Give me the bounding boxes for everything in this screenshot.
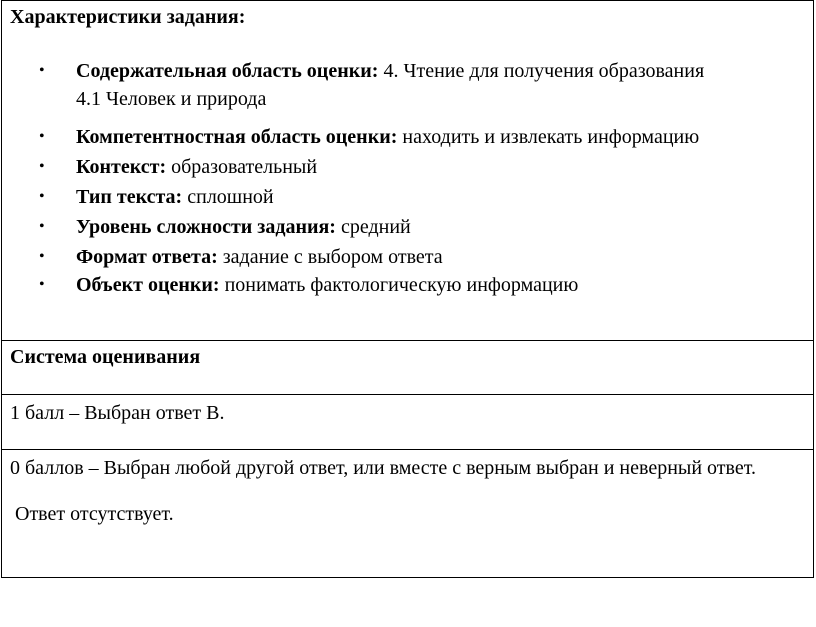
item-label: Объект оценки: [76, 274, 220, 296]
system-row [2, 341, 814, 395]
system-title: Система оценивания [10, 346, 201, 368]
list-item-difficulty [10, 213, 813, 241]
item-label: Содержательная область оценки: [76, 60, 379, 82]
item-label: Формат ответа: [76, 246, 218, 268]
characteristics-cell [2, 1, 814, 341]
bullet-icon: • [39, 62, 45, 79]
system-cell [2, 341, 814, 395]
item-value: 4. Чтение для получения образования [378, 60, 705, 82]
list-item-assessment-object [10, 271, 813, 299]
characteristics-list [10, 57, 813, 299]
assessment-table [1, 0, 814, 578]
item-value: находить и извлекать информацию [397, 126, 700, 148]
item-label: Тип текста: [76, 186, 183, 208]
list-item-competence-area [10, 123, 813, 151]
item-value: сплошной [182, 186, 274, 208]
list-item-text-type [10, 183, 813, 211]
item-label: Компетентностная область оценки: [76, 126, 398, 148]
bullet-icon: • [39, 248, 45, 265]
score-zero-text: 0 баллов – Выбран любой другой ответ, или вместе с верным выбран и неверный ответ. [10, 457, 756, 479]
item-subline: 4.1 Человек и природа [76, 88, 267, 110]
score-zero-extra-text: Ответ отсутствует. [15, 503, 174, 525]
item-value: задание с выбором ответа [217, 246, 443, 268]
score-zero-row [2, 450, 814, 578]
bullet-icon: • [39, 218, 45, 235]
bullet-icon: • [39, 276, 45, 293]
score-one-row [2, 395, 814, 450]
list-item-answer-format [10, 243, 813, 271]
list-item-context [10, 153, 813, 181]
item-value: понимать фактологическую информацию [219, 274, 579, 296]
score-zero-cell [2, 450, 814, 578]
bullet-icon: • [39, 188, 45, 205]
item-value: образовательный [166, 156, 318, 178]
item-label: Уровень сложности задания: [76, 216, 336, 238]
score-one-text: 1 балл – Выбран ответ В. [10, 402, 225, 424]
score-one-cell [2, 395, 814, 450]
characteristics-row [2, 1, 814, 341]
item-label: Контекст: [76, 156, 167, 178]
list-item-content-area [10, 57, 813, 113]
item-value: средний [335, 216, 411, 238]
bullet-icon: • [39, 128, 45, 145]
bullet-icon: • [39, 158, 45, 175]
characteristics-title: Характеристики задания: [10, 6, 246, 28]
